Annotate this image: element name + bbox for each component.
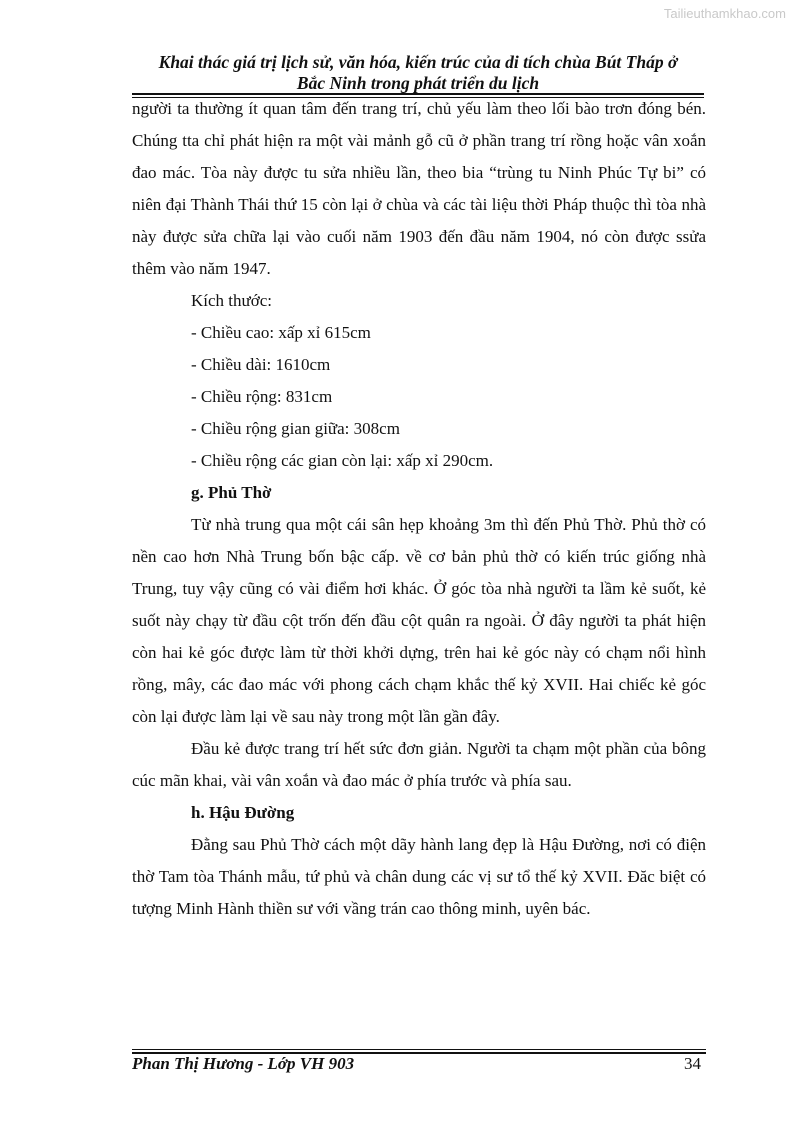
page-body [132, 93, 706, 925]
size-item-other-bays: - Chiều rộng các gian còn lại: xấp xỉ 290cm. [191, 451, 494, 470]
paragraph-continued: người ta thường ít quan tâm đến trang trí, chủ yếu làm theo lối bào trơn đóng bén. Chúng tta chỉ phát hiện ra một vài mảnh gỗ cũ ở phần trang trí rồng hoặc vân xoắn đao mác. Tòa này được tu sửa nhiều lần, theo bia “trùng tu Ninh Phúc Tự bi” có niên đại Thành Thái thứ 15 còn lại ở chùa và các tài liệu thời Pháp thuộc thì tòa nhà này được sửa chữa lại vào cuối năm 1903 đến đầu năm 1904, nó còn được ssửa thêm vào năm 1947. [132, 99, 706, 278]
size-item-middle-bay: - Chiều rộng gian giữa: 308cm [191, 419, 400, 438]
section-heading-hau-duong: h. Hậu Đường [191, 803, 295, 822]
size-label: Kích thước: [191, 291, 272, 310]
footer-author: Phan Thị Hương - Lớp VH 903 [132, 1054, 355, 1073]
running-header [132, 52, 704, 94]
size-item-width: - Chiều rộng: 831cm [191, 387, 333, 406]
size-item-length: - Chiều dài: 1610cm [191, 355, 331, 374]
header-line-2: Bắc Ninh trong phát triển du lịch [296, 73, 540, 93]
watermark: Tailieuthamkhao.com [663, 6, 786, 21]
page-number: 34 [684, 1054, 701, 1073]
paragraph-phu-tho: Từ nhà trung qua một cái sân hẹp khoảng 3m thì đến Phủ Thờ. Phủ thờ có nền cao hơn Nhà Trung bốn bậc cấp. về cơ bản phủ thờ có kiến trúc giống nhà Trung, tuy vậy cũng có vài điểm hơi khác. Ở góc tòa nhà người ta lầm kẻ suốt, kẻ suốt này chạy từ đầu cột trốn đến đầu cột quân ra ngoài. Ở đây người ta phát hiện còn hai kẻ góc được làm từ thời khởi dựng, trên hai kẻ góc này có chạm nổi hình rồng, mây, các đao mác với phong cách chạm khắc thế kỷ XVII. Hai chiếc kẻ góc còn lại được làm lại về sau này trong một lần gần đây. [132, 515, 706, 726]
section-heading-phu-tho: g. Phủ Thờ [191, 483, 272, 502]
paragraph-ke-decoration: Đầu kẻ được trang trí hết sức đơn giản. Người ta chạm một phần của bông cúc mãn khai, vài vân xoắn và đao mác ở phía trước và phía sau. [132, 739, 706, 790]
paragraph-hau-duong: Đằng sau Phủ Thờ cách một dãy hành lang đẹp là Hậu Đường, nơi có điện thờ Tam tòa Thánh mẫu, tứ phủ và chân dung các vị sư tổ thế kỷ XVII. Đăc biệt có tượng Minh Hành thiền sư với vầng trán cao thông minh, uyên bác. [132, 835, 706, 918]
header-line-1: Khai thác giá trị lịch sử, văn hóa, kiến trúc của di tích chùa Bút Tháp ở [158, 52, 678, 72]
size-item-height: - Chiều cao: xấp xỉ 615cm [191, 323, 371, 342]
